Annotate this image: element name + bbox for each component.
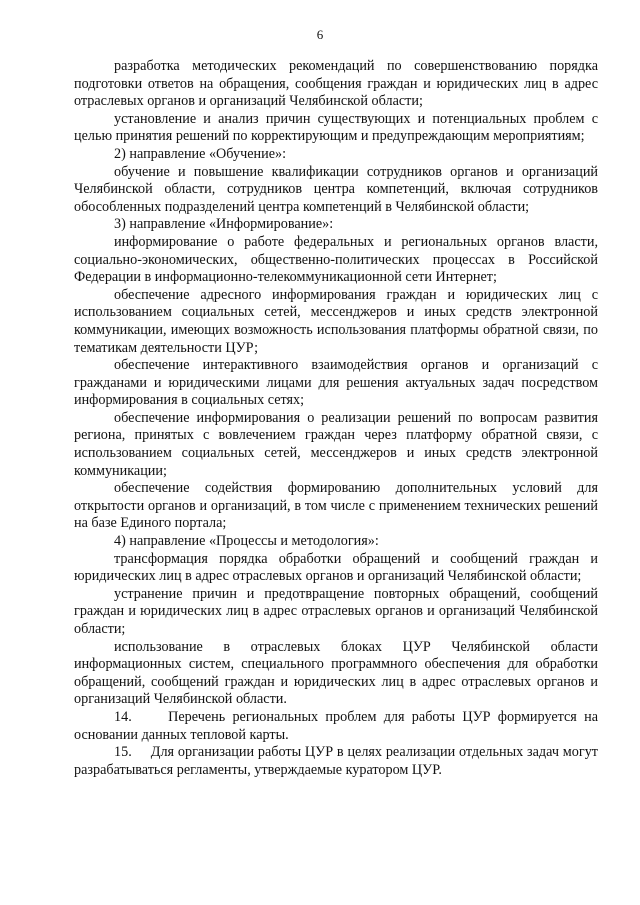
paragraph-item-14: 14. Перечень региональных проблем для работы ЦУР формируется на основании данных тепловой карты.	[74, 708, 602, 743]
paragraph-informing-authorities: информирование о работе федеральных и региональных органов власти, социально-экономических, общественно-политических процессах в Российской Федерации в информационно-телекоммуникационной сети Интернет;	[74, 233, 598, 286]
paragraph-problem-analysis: установление и анализ причин существующих и потенциальных проблем с целью принятия решений по корректирующим и предупреждающим мероприятиям;	[74, 110, 598, 145]
paragraph-training: обучение и повышение квалификации сотрудников органов и организаций Челябинской области, сотрудников центра компетенций, включая сотрудников обособленных подразделений центра компетенций в Челябинской области;	[74, 163, 598, 215]
paragraph-decision-informing: обеспечение информирования о реализации решений по вопросам развития региона, принятых с вовлечением граждан через платформу обратной связи, с использованием социальных сетей, мессенджеров и иных средств электронной коммуникации;	[74, 409, 598, 479]
document-body	[74, 58, 602, 779]
paragraph-interactive-interaction: обеспечение интерактивного взаимодействия органов и организаций с гражданами и юридическими лицами для решения актуальных задач посредством информирования в социальных сетях;	[74, 357, 598, 409]
paragraph-targeted-informing: обеспечение адресного информирования граждан и юридических лиц с использованием социальных сетей, мессенджеров и иных средств электронной коммуникации, имеющих возможность использования платформы обратной связи, по тематикам деятельности ЦУР;	[74, 286, 598, 356]
heading-training-direction: 2) направление «Обучение»:	[114, 145, 287, 162]
paragraph-methodical-recommendations: разработка методических рекомендаций по совершенствованию порядка подготовки ответов на обращения, сообщения граждан и юридических лиц в адрес отраслевых органов и организаций Челябинской области;	[74, 58, 598, 110]
paragraph-item-15: 15. Для организации работы ЦУР в целях реализации отдельных задач могут разрабатываться регламенты, утверждаемые куратором ЦУР.	[74, 744, 602, 778]
page-number: 6	[316, 27, 324, 42]
paragraph-openness-conditions: обеспечение содействия формированию дополнительных условий для открытости органов и организаций, в том числе с применением технических решений на базе Единого портала;	[74, 480, 598, 532]
paragraph-processing-transformation: трансформация порядка обработки обращений и сообщений граждан и юридических лиц в адрес отраслевых органов и организаций Челябинской области;	[74, 550, 598, 585]
heading-processes-direction: 4) направление «Процессы и методология»:	[114, 533, 379, 550]
heading-informing-direction: 3) направление «Информирование»:	[114, 216, 334, 233]
paragraph-information-systems: использование в отраслевых блоках ЦУР Челябинской области информационных систем, специального программного обеспечения для обработки обращений, сообщений граждан и юридических лиц в адрес отраслевых органов и организаций Челябинской области.	[74, 638, 598, 708]
paragraph-repeated-appeals: устранение причин и предотвращение повторных обращений, сообщений граждан и юридических лиц в адрес отраслевых органов и организаций Челябинской области;	[74, 585, 598, 637]
